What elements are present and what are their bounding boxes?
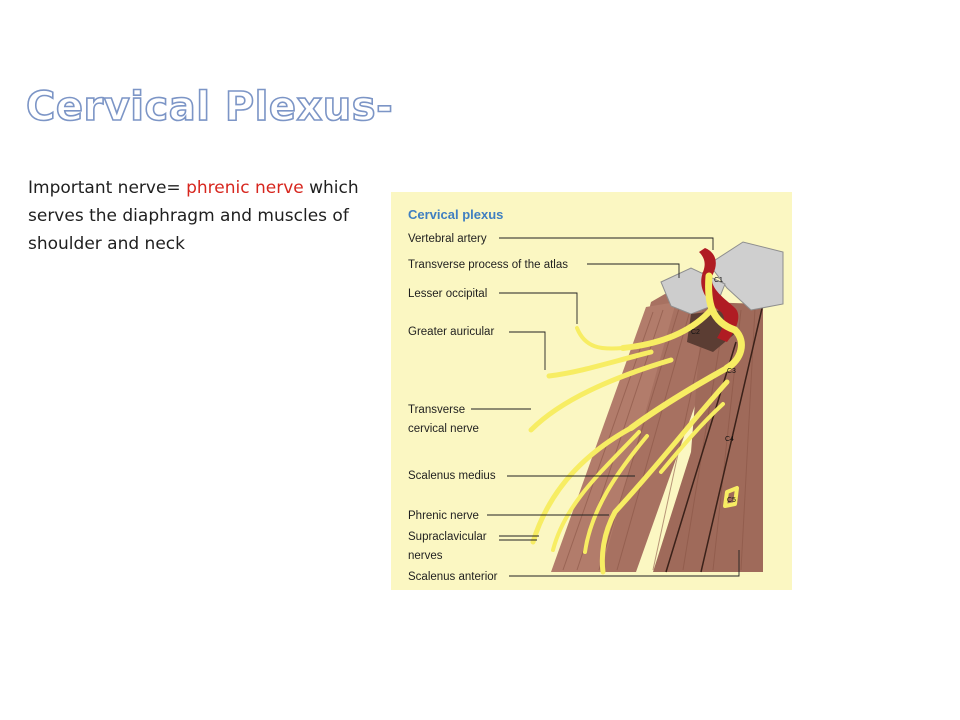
label-phrenic-nerve: Phrenic nerve	[408, 510, 479, 522]
label-vertebral-artery: Vertebral artery	[408, 233, 487, 245]
figure-heading: Cervical plexus	[408, 207, 504, 222]
phrenic-nerve-highlight: phrenic nerve	[186, 178, 304, 198]
vertebra-label-c4: C4	[725, 436, 734, 443]
label-transverse-cervical-1: Transverse	[408, 404, 466, 416]
leader-greater-auricular	[509, 332, 545, 370]
label-transverse-process: Transverse process of the atlas	[408, 259, 569, 271]
cervical-plexus-figure	[391, 192, 792, 590]
slide-title: Cervical Plexus-	[26, 84, 394, 130]
lesser-occipital-nerve	[577, 328, 623, 349]
label-scalenus-medius: Scalenus medius	[408, 470, 496, 482]
label-supraclavicular-2: nerves	[408, 550, 443, 562]
label-scalenus-anterior: Scalenus anterior	[408, 571, 498, 583]
vertebra-label-c3: C3	[727, 368, 736, 375]
vertebra-label-c2: C2	[691, 329, 700, 336]
body-text-prefix: Important nerve=	[28, 178, 187, 198]
leader-lesser-occipital	[499, 293, 577, 324]
figure-labels	[408, 207, 568, 583]
vertebra-label-c5: C5	[727, 497, 736, 504]
label-transverse-cervical-2: cervical nerve	[408, 423, 479, 435]
body-text-suffix: which serves the diaphragm and muscles of shoulder and neck	[28, 178, 359, 254]
slide-body-text	[28, 174, 408, 258]
cervical-plexus-diagram	[391, 192, 792, 590]
leader-vertebral-artery	[499, 238, 713, 250]
label-lesser-occipital: Lesser occipital	[408, 288, 488, 300]
label-supraclavicular-1: Supraclavicular	[408, 531, 487, 543]
vertebra-label-c1: C1	[714, 277, 723, 284]
leader-transverse-process	[587, 264, 679, 278]
label-greater-auricular: Greater auricular	[408, 326, 495, 338]
